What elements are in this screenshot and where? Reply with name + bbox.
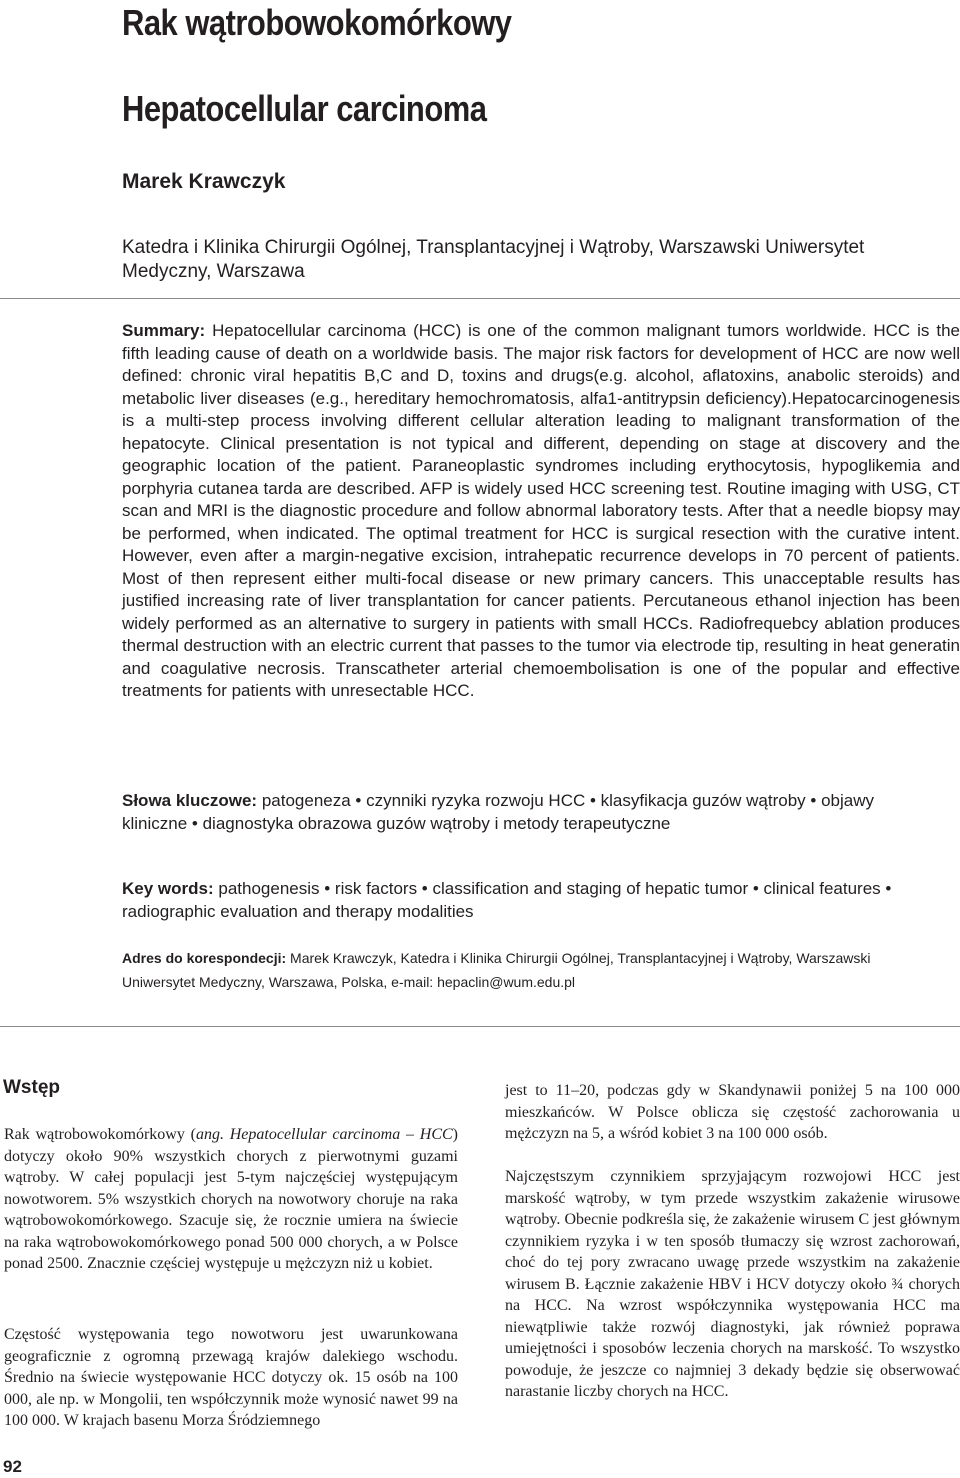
header-divider xyxy=(0,298,960,299)
correspondence-text: Marek Krawczyk, Katedra i Klinika Chirurgii Ogólnej, Transplantacyjnej i Wątroby, Warszawski Uniwersytet Medyczny, Warszawa, Polska, e-mail: hepaclin@wum.edu.pl xyxy=(122,950,871,990)
abstract-divider xyxy=(0,1026,960,1027)
keywords-polish-text: patogeneza • czynniki ryzyka rozwoju HCC • klasyfikacja guzów wątroby • objawy kliniczne • diagnostyka obrazowa guzów wątroby i metody terapeutyczne xyxy=(122,791,874,833)
keywords-polish xyxy=(122,790,912,835)
keywords-english-label: Key words: xyxy=(122,879,214,898)
summary-paragraph xyxy=(122,320,960,703)
keywords-english-text: pathogenesis • risk factors • classification and staging of hepatic tumor • clinical features • radiographic evaluation and therapy modalities xyxy=(122,879,892,921)
summary-label: Summary: xyxy=(122,321,206,340)
correspondence-address xyxy=(122,946,922,994)
correspondence-label: Adres do korespondecji: xyxy=(122,950,287,966)
body-paragraph-right-2: Najczęstszym czynnikiem sprzyjającym rozwojowi HCC jest marskość wątroby, w tym przede wszystkim zakażenie wirusowe wątroby. Obecnie podkreśla się, że zakażenie wirusem C jest głównym czynnikiem ryzyka i w ten sposób tłumaczy się wzrost zachorowań, choć do tej pory zwracano uwagę przede wszystkim na zakażenie wirusem B. Łącznie zakażenie HBV i HCV dotyczy około ¾ chorych na HCC. Na wzrost współczynnika występowania HCC ma niewątpliwie także rozwój diagnostyki, jak również poprawa umiejętności i sposobów leczenia chorych na marskość. To wszystko powoduje, że jeszcze co najmniej 3 dekady będzie się obserwować narastanie liczby chorych na HCC. xyxy=(505,1168,960,1400)
article-title-english: Hepatocellular carcinoma xyxy=(122,88,487,129)
body-paragraph-left-2: Częstość występowania tego nowotworu jest uwarunkowana geograficznie z ogromną przewagą krajów dalekiego wschodu. Średnio na świecie występowanie HCC dotyczy ok. 15 osób na 100 000, ale np. w Mongolii, ten współczynnik może wynosić nawet 99 na 100 000. W krajach basenu Morza Śródziemnego xyxy=(4,1326,458,1429)
keywords-english xyxy=(122,878,912,923)
article-title-polish: Rak wątrobowokomórkowy xyxy=(122,2,512,43)
author-name: Marek Krawczyk xyxy=(122,170,286,193)
body-paragraph-left-1: Rak wątrobowokomórkowy (ang. Hepatocellular carcinoma – HCC) dotyczy około 90% wszystkich chorych z pierwotnymi guzami wątroby. W całej populacji jest 5-tym najczęściej występującym nowotworem. 5% wszystkich chorych na nowotwory choruje na raka wątrobowokomórkowego. Szacuje się, że rocznie umiera na świecie na raka wątrobowokomórkowego ponad 500 000 chorych, a w Polsce ponad 2500. Znacznie częściej występuje u mężczyzn niż u kobiet. xyxy=(4,1126,458,1272)
page-number: 92 xyxy=(3,1457,22,1476)
author-affiliation: Katedra i Klinika Chirurgii Ogólnej, Transplantacyjnej i Wątroby, Warszawski Uniwersytet Medyczny, Warszawa xyxy=(122,237,865,282)
section-heading-introduction: Wstęp xyxy=(3,1077,60,1098)
keywords-polish-label: Słowa kluczowe: xyxy=(122,791,258,810)
summary-text: Hepatocellular carcinoma (HCC) is one of the common malignant tumors worldwide. HCC is the fifth leading cause of death on a worldwide basis. The major risk factors for development of HCC are now well defined: chronic viral hepatitis B,C and D, toxins and drugs(e.g. alcohol, aflatoxins, anabolic steroids) and metabolic liver diseases (e.g., hereditary hemochromatosis, alfa1-antitrypsin deficiency).Hepatocarcinogenesis is a multi-step process involving different cellular alteration leading to malignant transformation of the hepatocyte. Clinical presentation is not typical and different, depending on stage at discovery and the geographic location of the patient. Paraneoplastic syndromes including erythocytosis, hypoglikemia and porphyria cutanea tarda are described. AFP is widely used HCC screening test. Routine imaging with USG, CT scan and MRI is the diagnostic procedure and follow abnormal laboratory tests. After that a needle biopsy may be performed, when indicated. The optimal treatment for HCC is surgical resection with the curative intent. However, even after a margin-negative excision, intrahepatic recurrence develops in 70 percent of patients. Most of then represent either multi-focal disease or new primary cancers. This unacceptable results has justified increasing rate of liver transplantation for cancer patients. Percutaneous ethanol injection has been widely performed as an alternative to surgery in patients with small HCCs. Radiofrequebcy ablation produces thermal destruction with an electric current that passes to the tumor via electrode tip, resulting in heat generatin and coagulative necrosis. Transcatheter arterial chemoembolisation is one of the popular and effective treatments for patients with unresectable HCC. xyxy=(122,321,960,700)
body-paragraph-right-1: jest to 11–20, podczas gdy w Skandynawii poniżej 5 na 100 000 mieszkańców. W Polsce oblicza się częstość zachorowania u mężczyzn na 5, a wśród kobiet 3 na 100 000 osób. xyxy=(505,1082,960,1142)
